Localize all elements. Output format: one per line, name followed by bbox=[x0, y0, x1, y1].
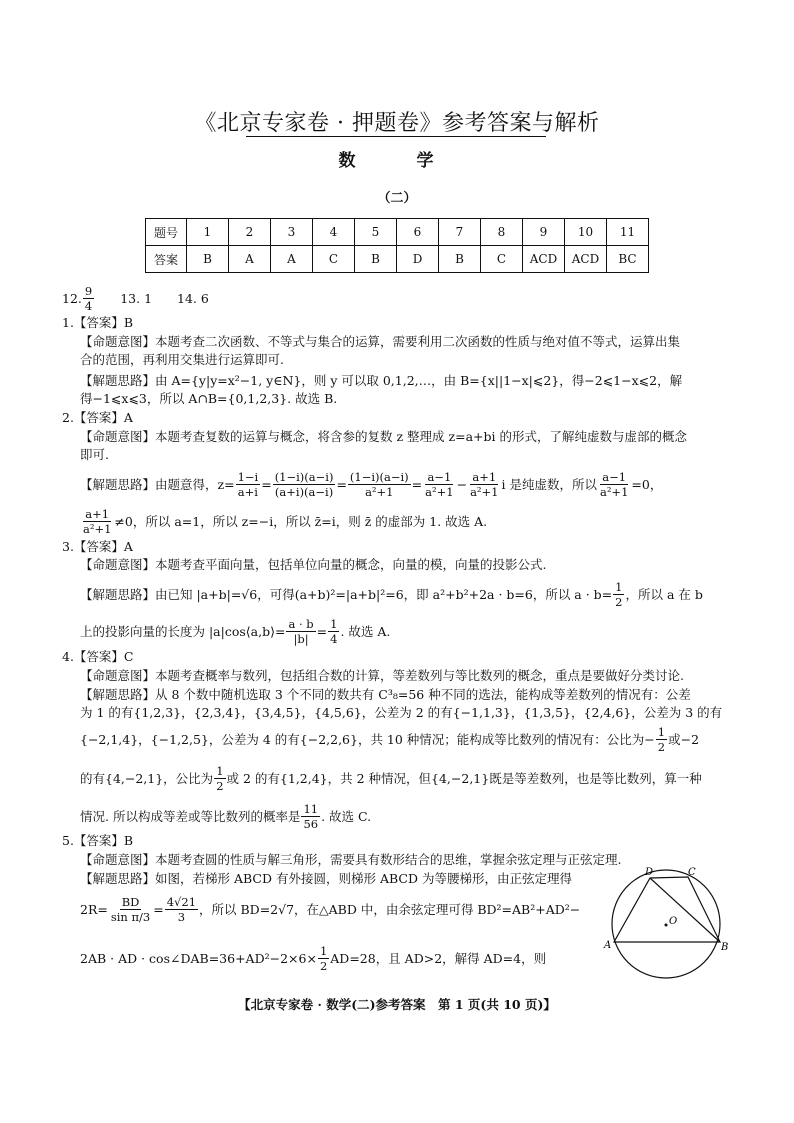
text-segment: 【命题意图】本题考查二次函数、不等式与集合的运算，需要利用二次函数的性质与绝对值不等式，运算出集 bbox=[80, 334, 681, 349]
text-line bbox=[62, 538, 133, 556]
fraction bbox=[348, 470, 411, 499]
text-line bbox=[80, 704, 722, 722]
question-number-cell: 11 bbox=[607, 219, 649, 246]
text-line bbox=[80, 870, 572, 888]
text-segment: 的有{4,−2,1}，公比为 bbox=[80, 770, 214, 786]
text-segment: = bbox=[316, 623, 328, 639]
question-number-cell: 7 bbox=[439, 219, 481, 246]
text-segment: = bbox=[153, 901, 164, 917]
text-segment: . 故选 C. bbox=[321, 808, 372, 824]
text-segment: 【解题思路】由 A={y|y=x²−1, y∈N}，则 y 可以取 0,1,2,…，由 B={x||1−x|⩽2}，得−2⩽1−x⩽2，解 bbox=[80, 373, 683, 388]
question-number-cell: 1 bbox=[187, 219, 229, 246]
text-segment: 或 2 的有{1,2,4}，共 2 种情况，但{4,−2,1}既是等差数列，也是等比数列，算一种 bbox=[226, 770, 702, 786]
answer-cell: BC bbox=[607, 246, 649, 273]
text-line bbox=[80, 390, 337, 408]
text-segment: {−2,1,4}，{−1,2,5}，公差为 4 的有{−2,2,6}，共 10 种情况；能构成等比数列的情况有：公比为− bbox=[80, 731, 655, 747]
text-segment: 3.【答案】A bbox=[62, 539, 133, 554]
text-line bbox=[80, 446, 109, 464]
text-segment: AD=28，且 AD>2，解得 AD=4，则 bbox=[330, 950, 547, 966]
numerator: a+1 bbox=[85, 507, 110, 521]
question-number-cell: 4 bbox=[313, 219, 355, 246]
answer-cell: A bbox=[271, 246, 313, 273]
denominator: 2 bbox=[319, 959, 328, 973]
text-line bbox=[62, 832, 133, 850]
text-line bbox=[80, 556, 546, 574]
text-segment: 上的投影向量的长度为 |a|cos⟨a,b⟩= bbox=[80, 623, 286, 639]
answer-cell: B bbox=[355, 246, 397, 273]
text-segment: 12. bbox=[62, 290, 82, 306]
fraction bbox=[214, 764, 225, 793]
document-title: 《北京专家卷 · 押题卷》参考答案与解析 bbox=[194, 111, 600, 136]
text-segment: 4.【答案】C bbox=[62, 649, 134, 664]
label-a: A bbox=[604, 940, 612, 951]
text-segment: − bbox=[456, 476, 468, 492]
diagonal-bd bbox=[650, 878, 720, 942]
text-line bbox=[80, 764, 702, 793]
label-c: C bbox=[688, 867, 696, 878]
answer-cell: ACD bbox=[565, 246, 607, 273]
text-segment: 得−1⩽x⩽3，所以 A∩B={0,1,2,3}. 故选 B. bbox=[80, 391, 338, 406]
trapezoid bbox=[614, 877, 720, 942]
text-line bbox=[80, 333, 680, 351]
numerator: a · b bbox=[288, 617, 314, 631]
text-segment: 情况. 所以构成等差或等比数列的概率是 bbox=[80, 808, 301, 824]
denominator: a²+1 bbox=[599, 485, 629, 499]
text-segment: 2R= bbox=[80, 901, 108, 917]
answer-cell: D bbox=[397, 246, 439, 273]
denominator: a²+1 bbox=[365, 485, 394, 499]
text-line bbox=[80, 428, 687, 446]
row-label: 题号 bbox=[146, 219, 187, 246]
text-line bbox=[80, 686, 691, 704]
answer-table bbox=[145, 218, 649, 273]
text-segment: 【解题思路】由题意得，z= bbox=[80, 476, 235, 492]
numerator: a+1 bbox=[472, 470, 497, 484]
question-number-cell: 6 bbox=[397, 219, 439, 246]
denominator: 2 bbox=[615, 595, 623, 609]
text-segment: =0， bbox=[631, 476, 663, 492]
text-line bbox=[80, 667, 684, 685]
question-number-cell: 2 bbox=[229, 219, 271, 246]
numerator: 11 bbox=[303, 802, 319, 816]
question-number-cell: 5 bbox=[355, 219, 397, 246]
part-heading: （二） bbox=[377, 191, 417, 206]
answer-cell: B bbox=[187, 246, 229, 273]
fraction bbox=[468, 470, 500, 499]
fraction bbox=[286, 617, 315, 646]
fraction bbox=[83, 284, 94, 313]
page-footer: 【北京专家卷 · 数学(二)参考答案 第 1 页(共 10 页)】 bbox=[238, 997, 556, 1012]
text-segment: . 故选 A. bbox=[340, 623, 391, 639]
text-segment: i 是纯虚数，所以 bbox=[501, 476, 597, 492]
fraction bbox=[423, 470, 455, 499]
denominator: 3 bbox=[177, 910, 186, 924]
denominator: a²+1 bbox=[470, 485, 499, 499]
text-segment: 合的范围，再利用交集进行运算即可. bbox=[80, 352, 284, 367]
text-line bbox=[80, 725, 699, 754]
text-segment: 2AB · AD · cos∠DAB=36+AD²−2×6× bbox=[80, 950, 317, 966]
text-segment: 2.【答案】A bbox=[62, 410, 133, 425]
text-segment: ≠0，所以 a=1，所以 z=−i，所以 z̄=i，则 z̄ 的虚部为 1. 故选 A. bbox=[114, 513, 488, 529]
question-number-cell: 10 bbox=[565, 219, 607, 246]
numerator: 9 bbox=[84, 284, 93, 298]
text-line bbox=[80, 895, 580, 924]
text-segment: 【解题思路】由已知 |a+b|=√6，可得(a+b)²=|a+b|²=6，即 a²+b²+2a · b=6，所以 a · b= bbox=[80, 586, 613, 602]
text-line bbox=[80, 351, 284, 369]
denominator: a²+1 bbox=[83, 522, 112, 536]
text-line bbox=[62, 314, 133, 332]
numerator: 1 bbox=[216, 764, 224, 778]
text-line bbox=[62, 284, 209, 313]
fraction bbox=[328, 617, 339, 646]
numerator: 1 bbox=[319, 944, 328, 958]
text-line bbox=[80, 944, 546, 973]
circle-trapezoid-figure bbox=[600, 862, 730, 987]
table-row-answers bbox=[146, 246, 649, 273]
text-line bbox=[80, 580, 703, 609]
text-segment: 13. 1 14. 6 bbox=[95, 290, 209, 306]
denominator: 2 bbox=[657, 740, 666, 754]
numerator: 1−i bbox=[237, 470, 259, 484]
denominator: |b| bbox=[293, 632, 309, 646]
center-point bbox=[665, 924, 668, 927]
numerator: 1 bbox=[657, 725, 666, 739]
text-segment: 【命题意图】本题考查平面向量，包括单位向量的概念，向量的模，向量的投影公式. bbox=[80, 557, 547, 572]
text-segment: = bbox=[336, 476, 347, 492]
text-line bbox=[80, 470, 662, 499]
label-o: O bbox=[669, 916, 678, 927]
numerator: (1−i)(a−i) bbox=[349, 470, 409, 484]
text-segment: 为 1 的有{1,2,3}，{2,3,4}，{3,4,5}，{4,5,6}，公差为 2 的有{−1,1,3}，{1,3,5}，{2,4,6}，公差为 3 的有 bbox=[80, 705, 723, 720]
numerator: a−1 bbox=[602, 470, 627, 484]
numerator: 1 bbox=[330, 617, 338, 631]
text-segment: 5.【答案】B bbox=[62, 833, 134, 848]
question-number-cell: 3 bbox=[271, 219, 313, 246]
numerator: (1−i)(a−i) bbox=[274, 470, 334, 484]
text-segment: 【命题意图】本题考查圆的性质与解三角形，需要具有数形结合的思维，掌握余弦定理与正弦定理. bbox=[80, 852, 622, 867]
answer-cell: C bbox=[313, 246, 355, 273]
text-line bbox=[80, 851, 621, 869]
numerator: 4√21 bbox=[166, 895, 197, 909]
denominator: 4 bbox=[330, 632, 338, 646]
text-segment: 1.【答案】B bbox=[62, 315, 134, 330]
answer-cell: A bbox=[229, 246, 271, 273]
row-label: 答案 bbox=[146, 246, 187, 273]
text-segment: ，所以 a 在 b bbox=[625, 586, 703, 602]
text-segment: 【命题意图】本题考查概率与数列，包括组合数的计算，等差数列与等比数列的概念，重点是要做好分类讨论. bbox=[80, 668, 684, 683]
text-line bbox=[62, 648, 134, 666]
fraction bbox=[165, 895, 198, 924]
numerator: 1 bbox=[615, 580, 623, 594]
text-segment: = bbox=[261, 476, 272, 492]
table-row-numbers bbox=[146, 219, 649, 246]
fraction bbox=[656, 725, 667, 754]
numerator: BD bbox=[121, 895, 140, 909]
question-number-cell: 8 bbox=[481, 219, 523, 246]
denominator: 4 bbox=[84, 299, 93, 313]
text-segment: ，所以 BD=2√7，在△ABD 中，由余弦定理可得 BD²=AB²+AD²− bbox=[199, 901, 581, 917]
numerator: a−1 bbox=[427, 470, 452, 484]
fraction bbox=[109, 895, 152, 924]
title-underline bbox=[246, 136, 546, 137]
label-d: D bbox=[645, 867, 654, 878]
text-line bbox=[80, 617, 390, 646]
text-line bbox=[80, 507, 487, 536]
denominator: sin π/3 bbox=[110, 910, 151, 924]
question-number-cell: 9 bbox=[523, 219, 565, 246]
text-segment: 【解题思路】从 8 个数中随机选取 3 个不同的数共有 C³₈=56 种不同的选法，能构成等差数列的情况有：公差 bbox=[80, 687, 691, 702]
text-segment: 即可. bbox=[80, 447, 109, 462]
text-segment: 或−2 bbox=[668, 731, 700, 747]
fraction bbox=[273, 470, 336, 499]
text-segment: = bbox=[411, 476, 423, 492]
fraction bbox=[598, 470, 630, 499]
denominator: 2 bbox=[216, 779, 224, 793]
text-line bbox=[62, 409, 133, 427]
answer-cell: B bbox=[439, 246, 481, 273]
denominator: a²+1 bbox=[425, 485, 454, 499]
text-segment: 【命题意图】本题考查复数的运算与概念，将含参的复数 z 整理成 z=a+bi 的形式，了解纯虚数与虚部的概念 bbox=[80, 429, 687, 444]
fraction bbox=[301, 802, 320, 831]
denominator: a+i bbox=[237, 485, 258, 499]
text-segment: 【解题思路】如图，若梯形 ABCD 有外接圆，则梯形 ABCD 为等腰梯形，由正弦定理得 bbox=[80, 871, 572, 886]
fraction bbox=[613, 580, 624, 609]
label-b: B bbox=[721, 942, 729, 953]
fraction bbox=[236, 470, 261, 499]
denominator: 56 bbox=[303, 817, 319, 831]
subject-heading: 数 学 bbox=[338, 151, 456, 171]
fraction bbox=[81, 507, 113, 536]
answer-cell: C bbox=[481, 246, 523, 273]
text-line bbox=[80, 802, 371, 831]
denominator: (a+i)(a−i) bbox=[274, 485, 334, 499]
answer-cell: ACD bbox=[523, 246, 565, 273]
text-line bbox=[80, 372, 682, 390]
fraction bbox=[318, 944, 329, 973]
